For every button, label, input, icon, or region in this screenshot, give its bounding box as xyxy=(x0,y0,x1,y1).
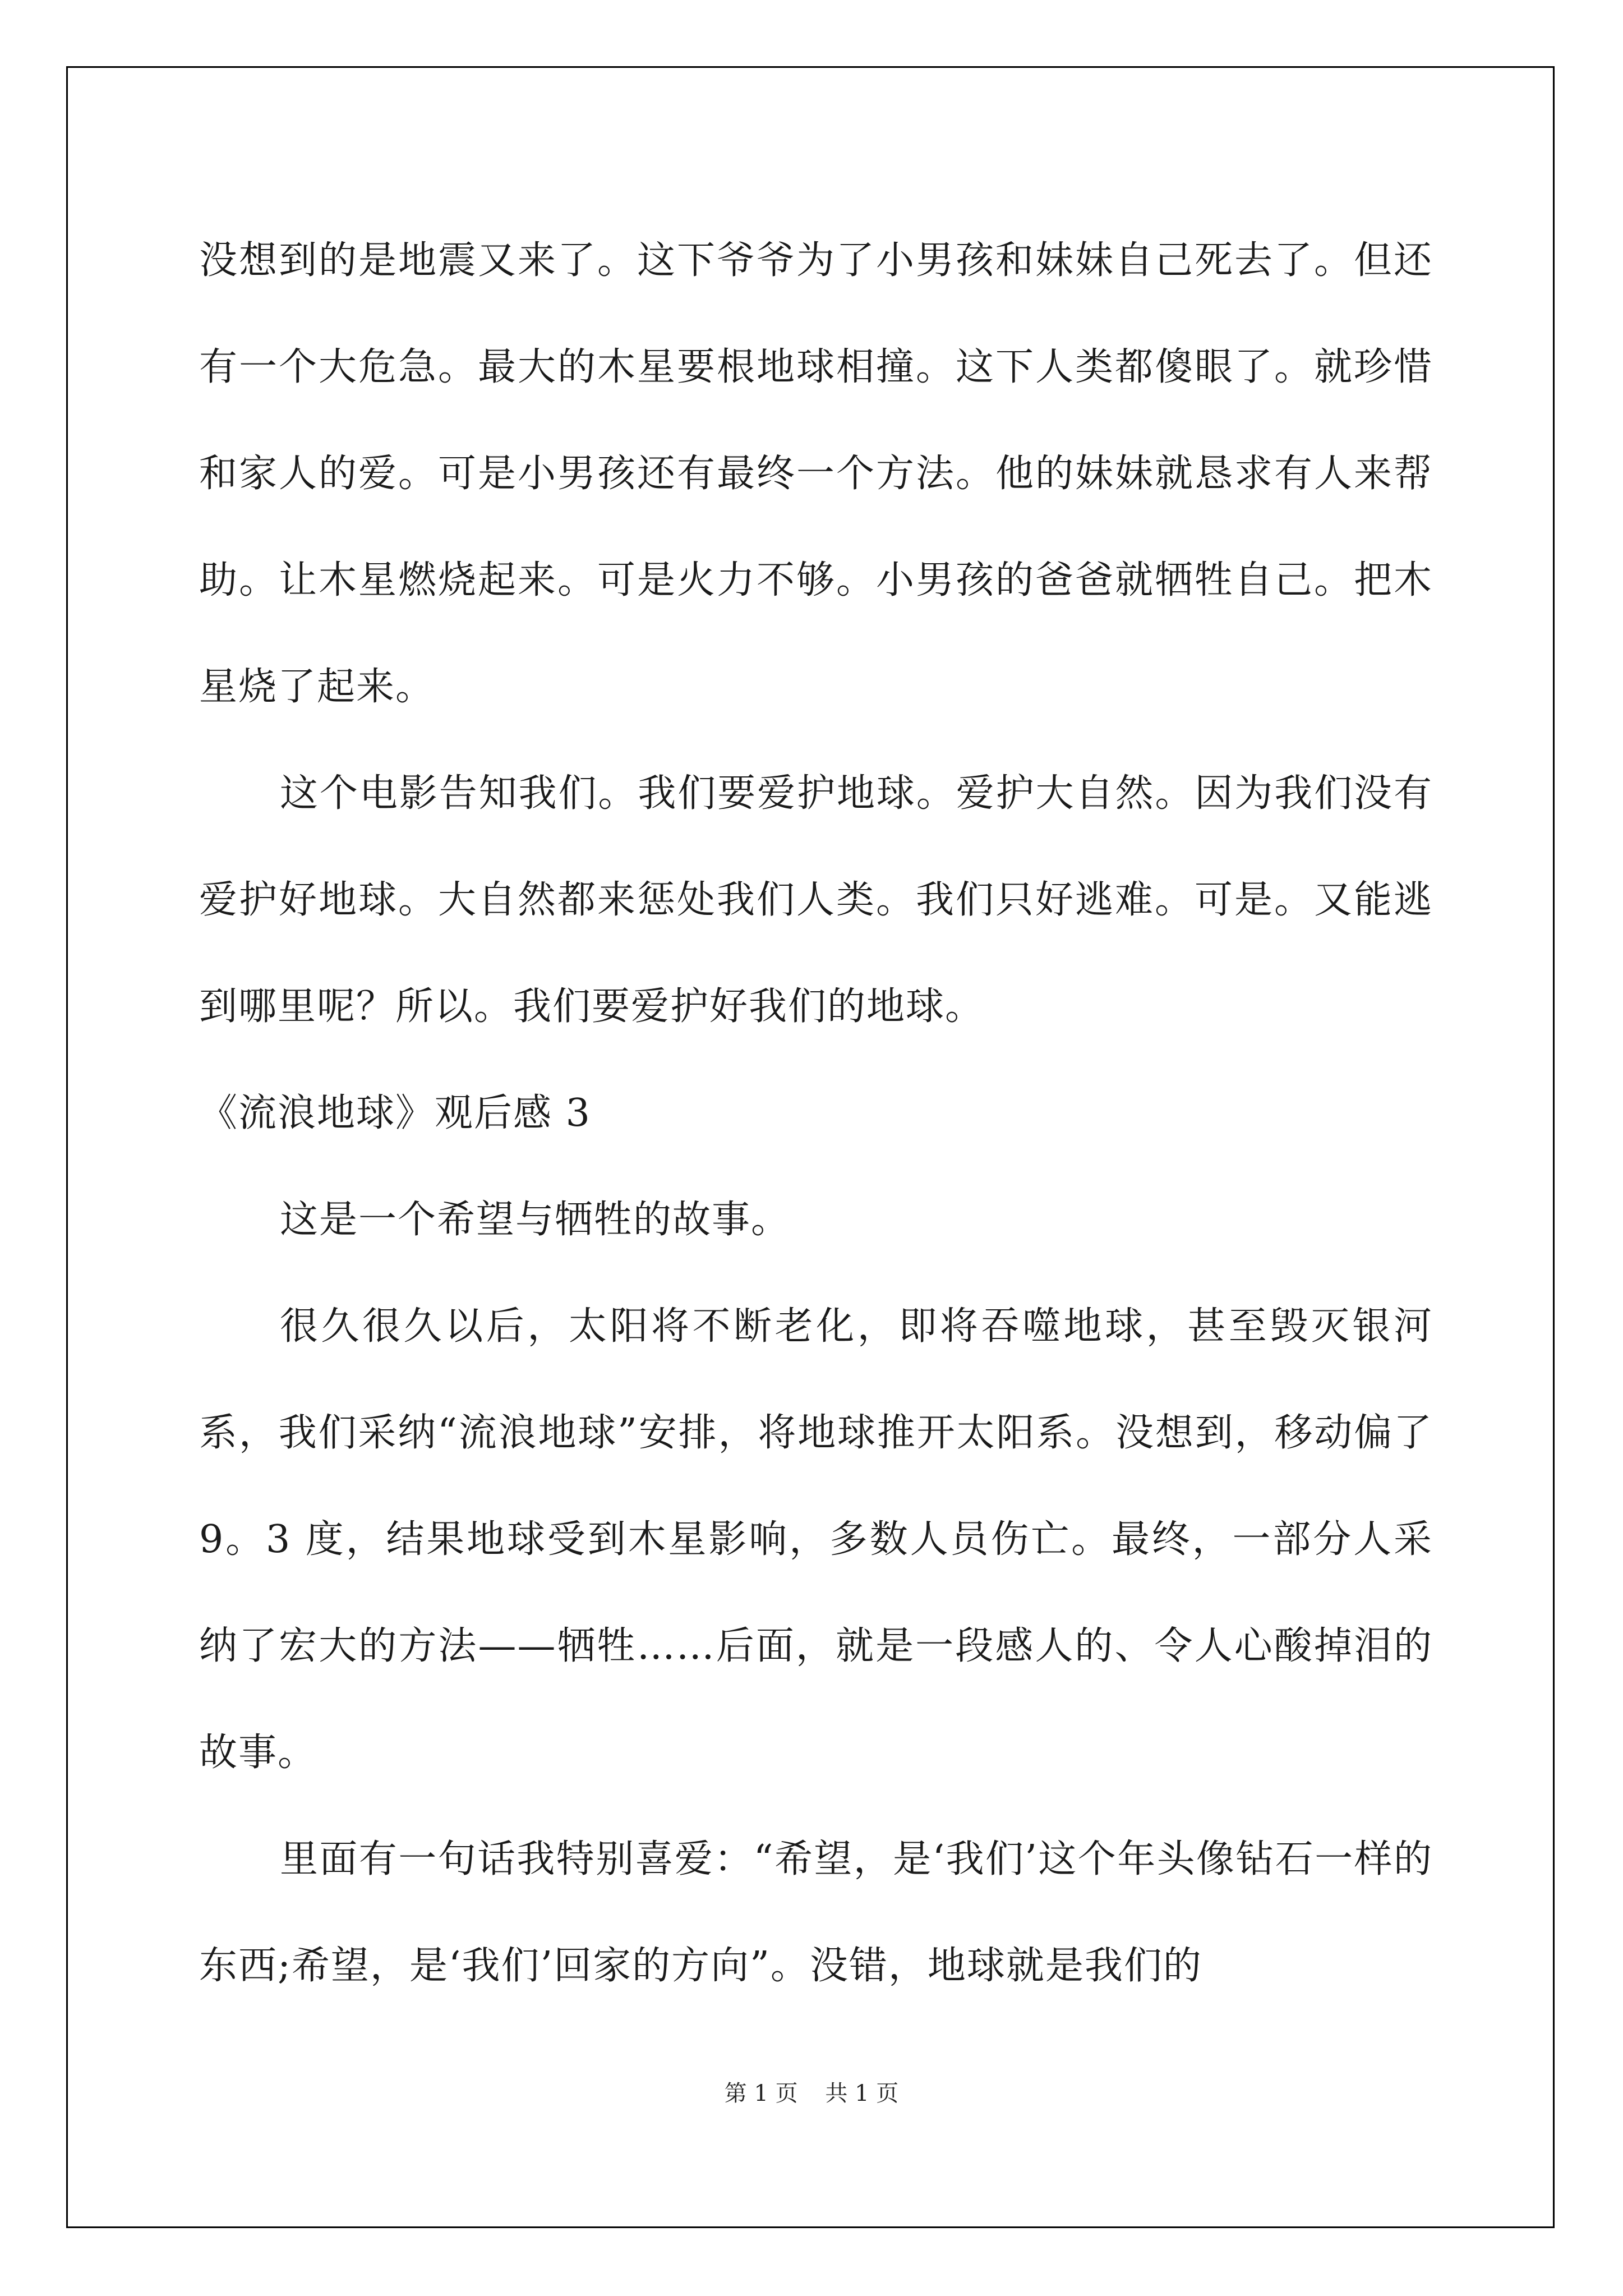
paragraph: 这是一个希望与牺牲的故事。 xyxy=(280,1198,791,1242)
page-number: 第 1 页 xyxy=(724,2081,798,2106)
section-heading: 《流浪地球》观后感 3 xyxy=(199,1091,591,1135)
page-footer xyxy=(0,2076,1623,2108)
paragraph-continuation: 没想到的是地震又来了。这下爷爷为了小男孩和妹妹自己死去了。但还有一个大危急。最大的木星要根地球相撞。这下人类都傻眼了。就珍惜和家人的爱。可是小男孩还有最终一个方法。他的妹妹就恳求有人来帮助。让木星燃烧起来。可是火力不够。小男孩的爸爸就牺牲自己。把木星烧了起来。 xyxy=(199,238,1433,709)
paragraph: 很久很久以后，太阳将不断老化，即将吞噬地球，甚至毁灭银河系，我们采纳“流浪地球”安排，将地球推开太阳系。没想到，移动偏了 9。3 度，结果地球受到木星影响，多数人员伤亡。最终，一部分人采纳了宏大的方法——牺牲……后面，就是一段感人的、令人心酸掉泪的故事。 xyxy=(199,1304,1433,1775)
document-body xyxy=(199,208,1433,2019)
paragraph: 里面有一句话我特别喜爱：“希望，是‘我们’这个年头像钻石一样的东西;希望，是‘我们’回家的方向”。没错，地球就是我们的 xyxy=(199,1837,1433,1988)
paragraph: 这个电影告知我们。我们要爱护地球。爱护大自然。因为我们没有爱护好地球。大自然都来惩处我们人类。我们只好逃难。可是。又能逃到哪里呢？所以。我们要爱护好我们的地球。 xyxy=(199,771,1433,1029)
page-total: 共 1 页 xyxy=(825,2081,899,2106)
